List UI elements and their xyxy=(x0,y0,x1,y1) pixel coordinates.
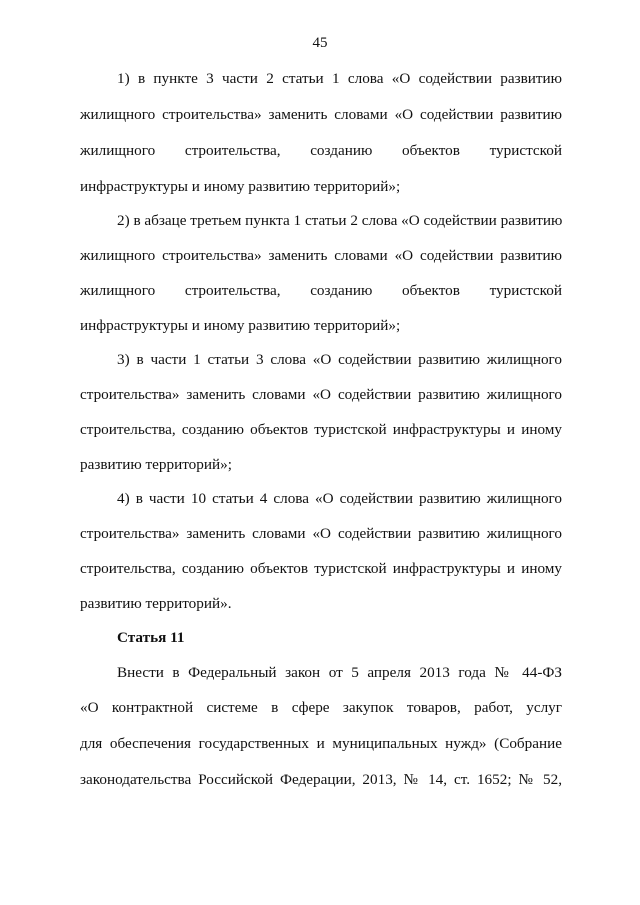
article-paragraph-line-4: законодательства Российской Федерации, 2013, № 14, ст. 1652; № 52, xyxy=(80,771,562,788)
paragraph-2-line-4: инфраструктуры и иному развитию территорий»; xyxy=(80,317,401,334)
paragraph-1-line-4: инфраструктуры и иному развитию территорий»; xyxy=(80,178,401,195)
paragraph-4-line-3: строительства, созданию объектов туристской инфраструктуры и иному xyxy=(80,560,562,577)
page-number: 45 xyxy=(312,35,328,51)
paragraph-1-line-1: 1) в пункте 3 части 2 статьи 1 слова «О содействии развитию xyxy=(117,70,562,87)
article-paragraph-line-3: для обеспечения государственных и муниципальных нужд» (Собрание xyxy=(80,735,562,752)
paragraph-4-line-4: развитию территорий». xyxy=(80,595,232,612)
paragraph-2-line-1: 2) в абзаце третьем пункта 1 статьи 2 слова «О содействии развитию xyxy=(117,212,563,229)
paragraph-1-line-3: жилищного строительства, созданию объектов туристской xyxy=(80,142,562,159)
article-heading: Статья 11 xyxy=(117,629,185,646)
paragraph-1-line-2: жилищного строительства» заменить словами «О содействии развитию xyxy=(80,106,562,123)
paragraph-4-line-1: 4) в части 10 статьи 4 слова «О содействии развитию жилищного xyxy=(117,490,562,507)
paragraph-2-line-3: жилищного строительства, созданию объектов туристской xyxy=(80,282,562,299)
paragraph-3-line-1: 3) в части 1 статьи 3 слова «О содействии развитию жилищного xyxy=(117,351,562,368)
paragraph-3-line-3: строительства, созданию объектов туристской инфраструктуры и иному xyxy=(80,421,562,438)
paragraph-4-line-2: строительства» заменить словами «О содействии развитию жилищного xyxy=(80,525,562,542)
paragraph-3-line-2: строительства» заменить словами «О содействии развитию жилищного xyxy=(80,386,562,403)
article-paragraph-line-2: «О контрактной системе в сфере закупок товаров, работ, услуг xyxy=(80,699,562,716)
paragraph-3-line-4: развитию территорий»; xyxy=(80,456,232,473)
paragraph-2-line-2: жилищного строительства» заменить словами «О содействии развитию xyxy=(80,247,562,264)
article-paragraph-line-1: Внести в Федеральный закон от 5 апреля 2013 года № 44-ФЗ xyxy=(117,664,562,681)
